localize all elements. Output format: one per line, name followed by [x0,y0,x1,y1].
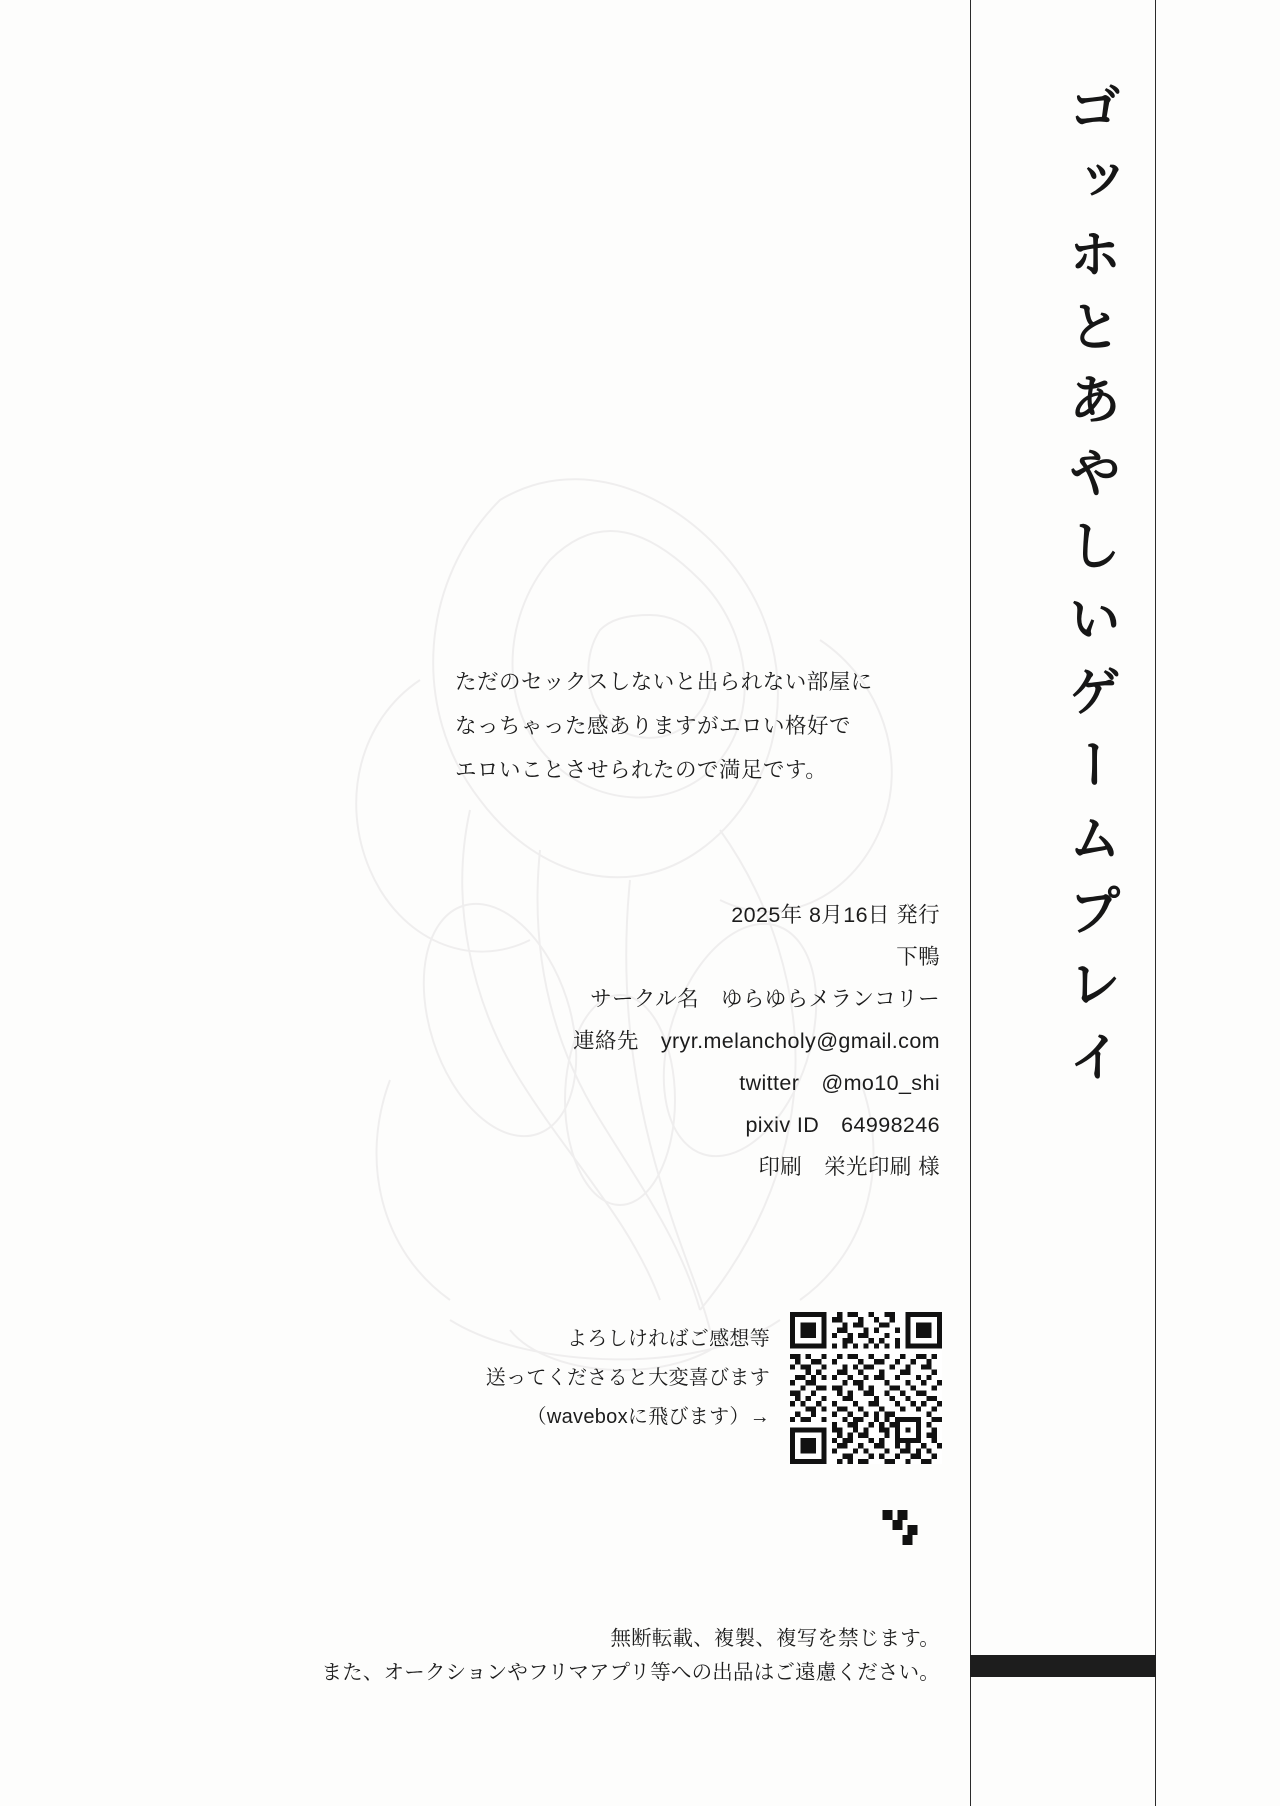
contact-email: yryr.melancholy@gmail.com [660,1028,940,1053]
pixiv-id: 64998246 [841,1112,940,1137]
strip-rule-left [970,0,971,1806]
strip-rule-right [1155,0,1156,1806]
wavebox-note [380,1320,770,1437]
printer-name: 栄光印刷 様 [824,1154,940,1179]
publish-date: 2025年 8月16日 発行 [731,903,940,927]
blurb-text [455,660,945,792]
footer-notice-line-1: 無断転載、複製、複写を禁じます。 [610,1627,940,1650]
qr-fragment-decoration [882,1510,928,1550]
contact-line [420,1021,940,1063]
printer-line [420,1147,940,1189]
footer-notice [180,1622,940,1690]
blurb-line-2: なっちゃった感ありますがエロい格好で [455,714,852,739]
twitter-line [420,1063,940,1105]
circle-line [420,979,940,1021]
contact-label: 連絡先 [573,1028,639,1053]
circle-label: サークル名 [590,986,699,1011]
wavebox-note-line-1: よろしければご感想等 [567,1328,770,1350]
author-name: 下鴨 [896,944,940,969]
wavebox-note-line-3: （waveboxに飛びます）→ [526,1406,770,1428]
blurb-line-3: エロいことさせられたので満足です。 [455,758,828,783]
wavebox-qr-code[interactable] [790,1312,942,1464]
footer-notice-line-2: また、オークションやフリマアプリ等への出品はご遠慮ください。 [321,1660,940,1684]
pixiv-line [420,1105,940,1147]
twitter-label: twitter [739,1070,800,1095]
printer-label: 印刷 [758,1154,803,1179]
wavebox-note-line-2: 送ってくださると大変喜びます [485,1367,770,1389]
strip-black-block [970,1655,1156,1677]
blurb-line-1: ただのセックスしないと出られない部屋に [455,670,873,694]
circle-name: ゆらゆらメランコリー [720,986,940,1011]
twitter-handle: @mo10_shi [821,1070,940,1095]
colophon-block [420,895,940,1188]
title-strip [970,0,1280,1806]
pixiv-label: pixiv ID [745,1112,820,1137]
page-title: ゴッホとあやしいゲームプレイ [1060,80,1121,1102]
